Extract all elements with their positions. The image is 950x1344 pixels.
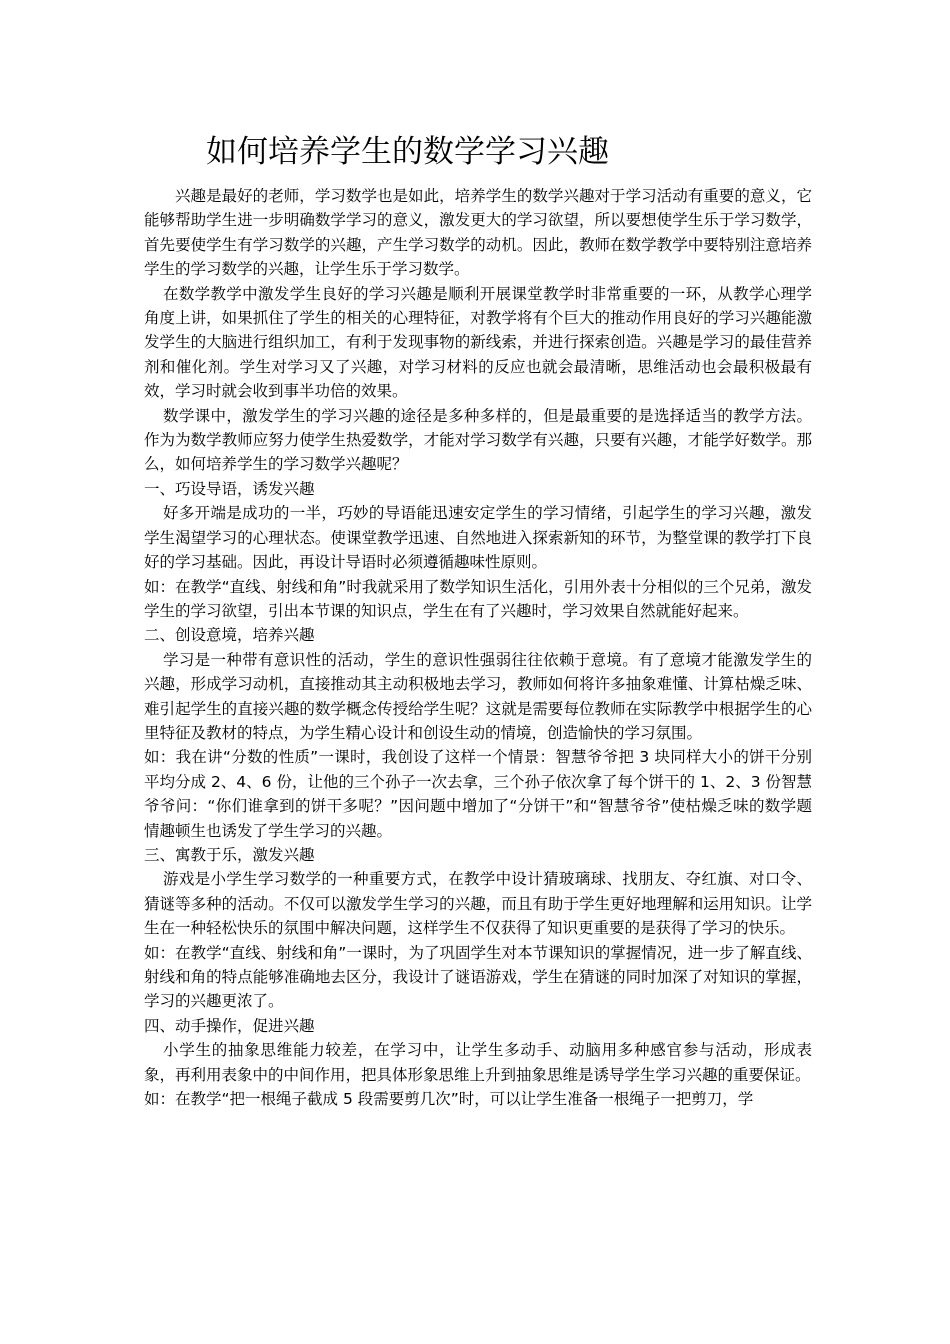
document-page (144, 130, 812, 1111)
section-heading-2: 二、创设意境，培养兴趣 (144, 626, 315, 645)
section-heading-4: 四、动手操作，促进兴趣 (144, 1016, 315, 1035)
intro-paragraph-2: 在数学教学中激发学生良好的学习兴趣是顺利开展课堂教学时非常重要的一环，从教学心理学角度上讲，如果抓住了学生的相关的心理特征，对教学将有个巨大的推动作用良好的学习兴趣能激发学生的大脑进行组织加工，有利于发现事物的新线索，并进行探索创造。兴趣是学习的最佳营养剂和催化剂。学生对学习又了兴趣，对学习材料的反应也就会最清晰，思维活动也会最积极最有效，学习时就会收到事半功倍的效果。 (144, 284, 812, 401)
section-body-2: 学习是一种带有意识性的活动，学生的意识性强弱往往依赖于意境。有了意境才能激发学生的兴趣，形成学习动机，直接推动其主动积极地去学习，教师如何将许多抽象难懂、计算枯燥乏味、难引起学生的直接兴趣的数学概念传授给学生呢？这就是需要每位教师在实际教学中根据学生的心里特征及教材的特点，为学生精心设计和创设生动的情境，创造愉快的学习氛围。 (144, 650, 812, 742)
intro-paragraph-3: 数学课中，激发学生的学习兴趣的途径是多种多样的，但是最重要的是选择适当的教学方法。作为为数学教师应努力使学生热爱数学，才能对学习数学有兴趣，只要有兴趣，才能学好数学。那么，如何培养学生的学习数学兴趣呢？ (144, 406, 812, 474)
section-heading-3: 三、寓教于乐，激发兴趣 (144, 845, 315, 864)
document-title: 如何培养学生的数学学习兴趣 (206, 134, 609, 170)
section-example-3: 如：在教学“直线、射线和角”一课时，为了巩固学生对本节课知识的掌握情况，进一步了解直线、射线和角的特点能够准确地去区分，我设计了谜语游戏，学生在猜谜的同时加深了对知识的掌握，学习的兴趣更浓了。 (144, 943, 812, 1011)
section-heading-1: 一、巧设导语，诱发兴趣 (144, 479, 315, 498)
section-body-3: 游戏是小学生学习数学的一种重要方式，在教学中设计猜玻璃球、找朋友、夺红旗、对口令、猜谜等多种的活动。不仅可以激发学生学习的兴趣，而且有助于学生更好地理解和运用知识。让学生在一种轻松快乐的氛围中解决问题，这样学生不仅获得了知识更重要的是获得了学习的快乐。 (144, 870, 812, 938)
intro-paragraph-1: 兴趣是最好的老师，学习数学也是如此，培养学生的数学兴趣对于学习活动有重要的意义，它能够帮助学生进一步明确数学学习的意义，激发更大的学习欲望，所以要想使学生乐于学习数学，首先要使学生有学习数学的兴趣，产生学习数学的动机。因此，教师在数学教学中要特别注意培养学生的学习数学的兴趣，让学生乐于学习数学。 (144, 187, 812, 279)
section-example-2: 如：我在讲“分数的性质”一课时，我创设了这样一个情景：智慧爷爷把 3 块同样大小的饼干分别平均分成 2、4、6 份，让他的三个孙子一次去拿，三个孙子依次拿了每个饼干的 1、2、3 份智慧爷爷问：“你们谁拿到的饼干多呢？”因问题中增加了“分饼干”和“智慧爷爷”使枯燥乏味的数学题情趣顿生也诱发了学生学习的兴趣。 (144, 748, 812, 840)
section-body-1: 好多开端是成功的一半，巧妙的导语能迅速安定学生的学习情绪，引起学生的学习兴趣，激发学生渴望学习的心理状态。使课堂教学迅速、自然地进入探索新知的环节，为整堂课的教学打下良好的学习基础。因此，再设计导语时必须遵循趣味性原则。 (144, 504, 812, 572)
section-example-1: 如：在教学“直线、射线和角”时我就采用了数学知识生活化，引用外表十分相似的三个兄弟，激发学生的学习欲望，引出本节课的知识点，学生在有了兴趣时，学习效果自然就能好起来。 (144, 577, 812, 620)
section-example-4: 如：在教学“把一根绳子截成 5 段需要剪几次”时，可以让学生准备一根绳子一把剪刀，学 (144, 1090, 754, 1109)
section-body-4: 小学生的抽象思维能力较差，在学习中，让学生多动手、动脑用多种感官参与活动，形成表象，再利用表象中的中间作用，把具体形象思维上升到抽象思维是诱导学生学习兴趣的重要保证。 (144, 1041, 812, 1084)
